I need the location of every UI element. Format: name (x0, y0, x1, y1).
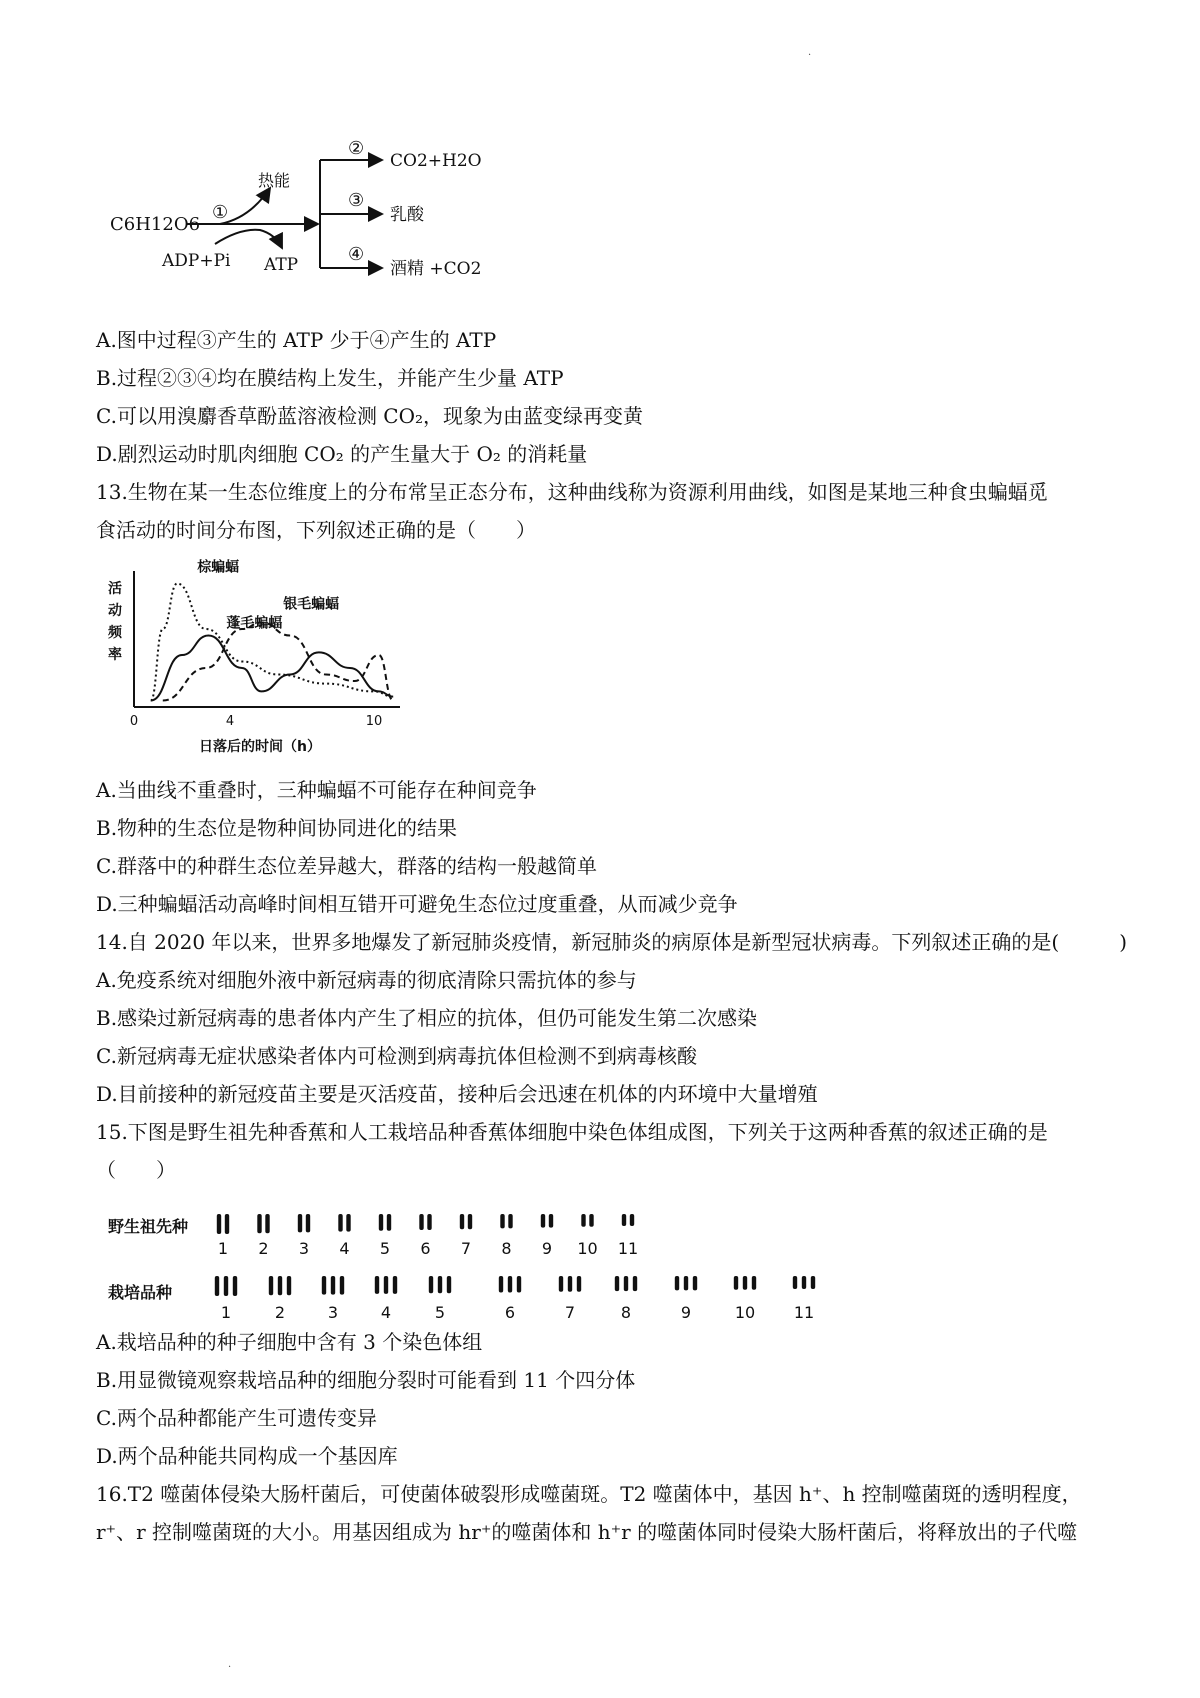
wild-chromosome (225, 1214, 229, 1234)
wild-chromosome (257, 1214, 261, 1233)
wild-species-label: 野生祖先种 (108, 1217, 189, 1236)
cultivated-chromosome (269, 1276, 273, 1295)
wild-chromosome (427, 1214, 431, 1230)
q13-stem-line2: 食活动的时间分布图，下列叙述正确的是（ ） (96, 518, 536, 542)
cultivated-chromosome (568, 1276, 572, 1292)
cultivated-chromosome (752, 1276, 756, 1290)
wild-chromosome (589, 1214, 593, 1227)
cultivated-chromosome-number: 7 (564, 1303, 576, 1322)
cultivated-chromosome-number: 5 (434, 1303, 446, 1322)
wild-chromosome-number: 2 (258, 1239, 269, 1258)
cultivated-chromosome (793, 1276, 797, 1289)
wild-chromosome (541, 1214, 545, 1228)
cultivated-chromosome-number: 9 (680, 1303, 692, 1322)
chart-series-label-1: 棕蝙蝠 (197, 559, 240, 576)
chart-series-line-3 (163, 623, 393, 701)
scan-dot: · (228, 1662, 232, 1673)
chart-y-label-char: 频 (108, 625, 122, 641)
scan-dot: · (808, 50, 812, 61)
cultivated-chromosome (215, 1276, 219, 1296)
q16-line1: 16.T2 噬菌体侵染大肠杆菌后，可使菌体破裂形成噬菌斑。T2 噬菌体中，基因 h⁺、h 控制噬菌斑的透明程度， (96, 1482, 1082, 1506)
chart-y-label-char: 率 (108, 647, 122, 663)
wild-chromosome (379, 1214, 383, 1231)
q12-option-d: D.剧烈运动时肌肉细胞 CO₂ 的产生量大于 O₂ 的消耗量 (96, 442, 588, 466)
chart-series-line-2 (151, 636, 393, 701)
wild-chromosome (387, 1214, 391, 1231)
q12-option-c: C.可以用溴麝香草酚蓝溶液检测 CO₂，现象为由蓝变绿再变黄 (96, 404, 644, 428)
cultivated-chromosome (615, 1276, 619, 1291)
q12-option-b: B.过程②③④均在膜结构上发生，并能产生少量 ATP (96, 366, 564, 390)
cultivated-chromosome-number: 2 (274, 1303, 286, 1322)
wild-chromosome (549, 1214, 553, 1228)
step-1-label: ① (212, 202, 229, 223)
step-3-label: ③ (348, 190, 365, 211)
q15-stem-line2: （ ） (96, 1158, 176, 1182)
cultivated-chromosome (331, 1276, 335, 1295)
cultivated-chromosome-number: 10 (734, 1303, 756, 1322)
wild-chromosome (217, 1214, 221, 1234)
chart-x-tick-label: 0 (129, 714, 139, 729)
cultivated-chromosome (278, 1276, 282, 1295)
wild-chromosome (298, 1214, 302, 1232)
cultivated-chromosome (447, 1276, 451, 1293)
step-4-label: ④ (348, 244, 365, 265)
wild-chromosome (508, 1214, 512, 1228)
chart-series-label-3: 银毛蝙蝠 (283, 596, 340, 613)
cultivated-chromosome (384, 1276, 388, 1294)
cultivated-chromosome (499, 1276, 503, 1293)
cultivated-chromosome (375, 1276, 379, 1294)
step-2-label: ② (348, 138, 365, 159)
q15-stem-line1: 15.下图是野生祖先种香蕉和人工栽培品种香蕉体细胞中染色体组成图，下列关于这两种香蕉的叙述正确的是 (96, 1120, 1048, 1144)
atp-curve (215, 230, 282, 248)
cultivated-chromosome (811, 1276, 815, 1289)
wild-chromosome-number: 10 (577, 1239, 598, 1258)
cultivated-chromosome-number: 1 (220, 1303, 232, 1322)
wild-chromosome (468, 1214, 472, 1229)
cultivated-chromosome (577, 1276, 581, 1292)
respiration-diagram (110, 138, 530, 298)
q15-option-b: B.用显微镜观察栽培品种的细胞分裂时可能看到 11 个四分体 (96, 1368, 636, 1392)
chart-series-label-2: 蓬毛蝙蝠 (226, 615, 283, 632)
q14-option-c: C.新冠病毒无症状感染者体内可检测到病毒抗体但检测不到病毒核酸 (96, 1044, 697, 1068)
q14-stem: 14.自 2020 年以来，世界多地爆发了新冠肺炎疫情，新冠肺炎的病原体是新型冠状病毒。下列叙述正确的是( ) (96, 930, 1128, 954)
cultivated-chromosome (559, 1276, 563, 1292)
chart-x-tick-label: 10 (365, 714, 383, 729)
wild-chromosome (630, 1214, 634, 1226)
cultivated-chromosome (802, 1276, 806, 1289)
cultivated-chromosome (508, 1276, 512, 1293)
wild-chromosome-number: 11 (617, 1239, 639, 1258)
wild-chromosome (622, 1214, 626, 1226)
wild-chromosome (460, 1214, 464, 1229)
wild-chromosome-number: 5 (379, 1239, 391, 1258)
wild-chromosome (346, 1214, 350, 1232)
wild-chromosome (581, 1214, 585, 1227)
chart-y-axis-label (108, 580, 123, 663)
heat-label: 热能 (258, 171, 291, 190)
wild-chromosome-number: 4 (339, 1239, 350, 1258)
cultivated-chromosome (517, 1276, 521, 1293)
q13-option-c: C.群落中的种群生态位差异越大，群落的结构一般越简单 (96, 854, 597, 878)
q13-option-a: A.当曲线不重叠时，三种蝙蝠不可能存在种间竞争 (96, 778, 537, 802)
chart-y-label-char: 动 (108, 603, 122, 619)
cultivated-chromosome-number: 8 (620, 1303, 632, 1322)
q13-option-d: D.三种蝙蝠活动高峰时间相互错开可避免生态位过度重叠，从而减少竞争 (96, 892, 738, 916)
cultivated-chromosome-number: 4 (380, 1303, 392, 1322)
wild-chromosome (419, 1214, 423, 1230)
wild-chromosome-number: 8 (501, 1239, 512, 1258)
wild-chromosome-number: 9 (541, 1239, 553, 1258)
product-3-label: 乳酸 (390, 205, 424, 225)
cultivated-chromosome (675, 1276, 679, 1290)
q14-option-d: D.目前接种的新冠疫苗主要是灭活疫苗，接种后会迅速在机体的内环境中大量增殖 (96, 1082, 818, 1106)
cultivated-chromosome (224, 1276, 228, 1296)
cultivated-chromosome (340, 1276, 344, 1295)
q16-line2: r⁺、r 控制噬菌斑的大小。用基因组成为 hr⁺的噬菌体和 h⁺r 的噬菌体同时侵染大肠杆菌后，将释放出的子代噬 (96, 1520, 1078, 1544)
cultivated-chromosome-number: 6 (504, 1303, 516, 1322)
cultivated-chromosome (693, 1276, 697, 1290)
product-2-label: CO2+H2O (390, 151, 482, 171)
cultivated-chromosome-number: 3 (327, 1303, 339, 1322)
wild-chromosome-number: 6 (420, 1239, 431, 1258)
q15-option-a: A.栽培品种的种子细胞中含有 3 个染色体组 (96, 1330, 483, 1354)
cultivated-chromosome (743, 1276, 747, 1290)
cultivated-chromosome (429, 1276, 433, 1293)
cultivated-chromosome (684, 1276, 688, 1290)
q13-stem-line1: 13.生物在某一生态位维度上的分布常呈正态分布，这种曲线称为资源利用曲线，如图是某地三种食虫蝙蝠觅 (96, 480, 1048, 504)
atp-label: ATP (264, 255, 299, 275)
cultivated-chromosome-number: 11 (793, 1303, 815, 1322)
q14-option-b: B.感染过新冠病毒的患者体内产生了相应的抗体，但仍可能发生第二次感染 (96, 1006, 758, 1030)
cultivated-chromosome (287, 1276, 291, 1295)
wild-chromosome (306, 1214, 310, 1232)
wild-chromosome-number: 1 (217, 1239, 229, 1258)
wild-chromosome-number: 7 (460, 1239, 472, 1258)
glucose-label: C6H12O6 (110, 214, 201, 235)
chart-series-line-1 (151, 584, 393, 701)
cultivated-chromosome (438, 1276, 442, 1293)
wild-chromosome (265, 1214, 269, 1233)
adp-label: ADP+Pi (162, 251, 231, 271)
cultivated-chromosome (393, 1276, 397, 1294)
cultivated-chromosome (233, 1276, 237, 1296)
q15-option-d: D.两个品种能共同构成一个基因库 (96, 1444, 398, 1468)
cultivated-chromosome (322, 1276, 326, 1295)
chart-x-tick-label: 4 (225, 714, 235, 729)
q15-option-c: C.两个品种都能产生可遗传变异 (96, 1406, 377, 1430)
karyotype-figure (108, 1200, 908, 1325)
cultivated-chromosome (734, 1276, 738, 1290)
bat-activity-chart (100, 559, 420, 755)
cultivated-species-label: 栽培品种 (108, 1283, 173, 1302)
product-4-label: 酒精 +CO2 (390, 259, 482, 279)
chart-y-label-char: 活 (108, 581, 122, 597)
cultivated-chromosome (633, 1276, 637, 1291)
q12-option-a: A.图中过程③产生的 ATP 少于④产生的 ATP (96, 328, 497, 352)
chart-x-axis-label: 日落后的时间（h） (199, 739, 321, 755)
wild-chromosome (338, 1214, 342, 1232)
q13-option-b: B.物种的生态位是物种间协同进化的结果 (96, 816, 458, 840)
cultivated-chromosome (624, 1276, 628, 1291)
wild-chromosome (500, 1214, 504, 1228)
q14-option-a: A.免疫系统对细胞外液中新冠病毒的彻底清除只需抗体的参与 (96, 968, 637, 992)
wild-chromosome-number: 3 (298, 1239, 310, 1258)
